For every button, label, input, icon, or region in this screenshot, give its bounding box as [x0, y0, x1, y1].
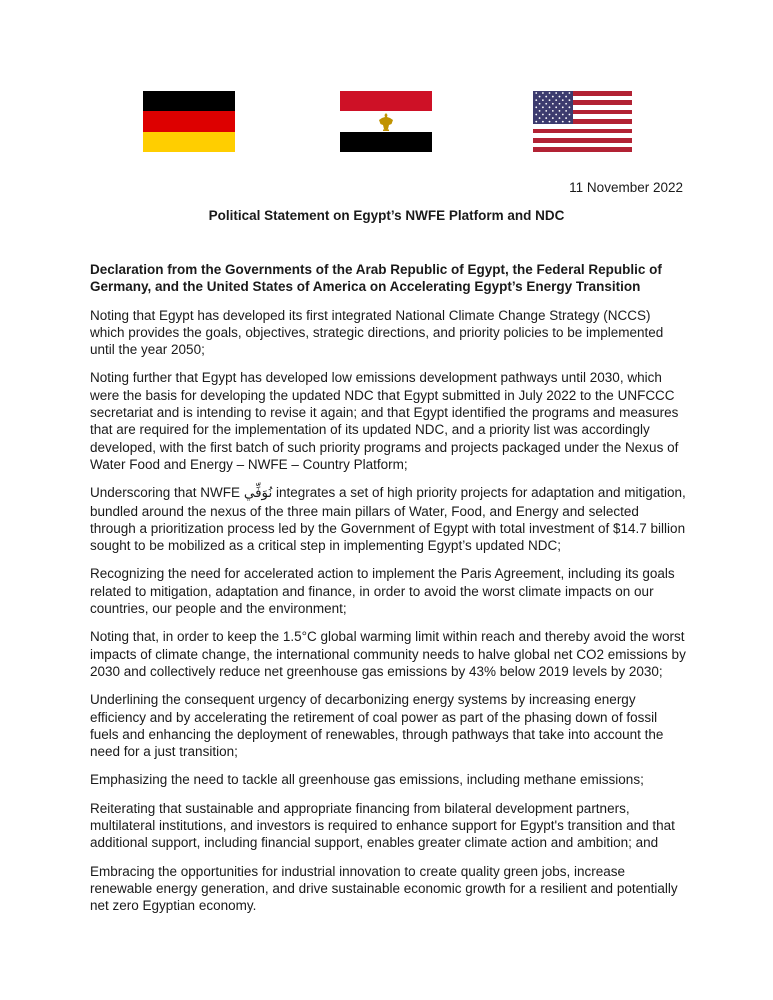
flag-stripe	[340, 91, 432, 111]
star-icon	[535, 114, 537, 116]
document-body	[90, 261, 686, 926]
star-icon	[542, 121, 544, 123]
star-icon	[559, 117, 561, 119]
star-icon	[555, 121, 557, 123]
star-icon	[555, 106, 557, 108]
flag-stripe	[143, 91, 235, 111]
star-icon	[552, 110, 554, 112]
star-icon	[569, 99, 571, 101]
underscoring-text-after: integrates a set of high priority projects for adaptation and mitigation, bundled around the nexus of the three main pillars of Water, Food, and Energy and selected through a prioritization process led by the Government of Egypt with total investment of $14.7 billion sought to be mobilized as a critical step in implementing Egypt’s updated NDC;	[90, 485, 686, 554]
star-icon	[569, 106, 571, 108]
flag-stripe	[143, 132, 235, 152]
document-title: Political Statement on Egypt’s NWFE Platform and NDC	[208, 208, 565, 223]
star-icon	[535, 121, 537, 123]
eagle-emblem-icon	[378, 112, 394, 132]
star-icon	[559, 110, 561, 112]
star-icon	[539, 117, 541, 119]
document-date: 11 November 2022	[569, 180, 683, 195]
paragraph-underscoring	[90, 484, 686, 554]
flag-stripe	[340, 132, 432, 152]
paragraph: Underlining the consequent urgency of decarbonizing energy systems by increasing energy efficiency and by accelerating the retirement of coal power as part of the phasing down of fossil fuels and enhancing the deployment of renewables, through pathways that take into account the need for a just transition;	[90, 692, 664, 760]
star-icon	[565, 96, 567, 98]
star-icon	[562, 114, 564, 116]
star-icon	[542, 114, 544, 116]
arabic-nwfe-text: نُوَفِّي	[243, 485, 273, 502]
star-icon	[549, 92, 551, 94]
star-icon	[535, 92, 537, 94]
paragraph: Noting that, in order to keep the 1.5°C global warming limit within reach and thereby avoid the worst impacts of climate change, the international community needs to halve global net CO2 emissions by 2030 and collectively reduce net greenhouse gas emissions by 43% below 2019 levels by 2030;	[90, 629, 686, 679]
paragraph: Reiterating that sustainable and appropriate financing from bilateral development partners, multilateral institutions, and investors is required to enhance support for Egypt's transition and that additional support, including financial support, enables greater climate action and ambition; and	[90, 800, 675, 851]
star-icon	[549, 121, 551, 123]
star-icon	[562, 106, 564, 108]
star-icon	[559, 96, 561, 98]
star-icon	[565, 117, 567, 119]
stars-icon	[533, 91, 573, 124]
us-flag-icon	[533, 91, 632, 152]
star-icon	[552, 96, 554, 98]
star-icon	[562, 121, 564, 123]
star-icon	[545, 96, 547, 98]
star-icon	[542, 106, 544, 108]
star-icon	[555, 114, 557, 116]
paragraph: Emphasizing the need to tackle all greenhouse gas emissions, including methane emissions;	[90, 772, 644, 788]
underscoring-text-before: Underscoring that NWFE	[90, 485, 244, 501]
star-icon	[545, 110, 547, 112]
flag-stripe	[143, 111, 235, 131]
paragraph: Recognizing the need for accelerated action to implement the Paris Agreement, including its goals related to mitigation, adaptation and finance, in order to avoid the worst climate impacts on our countries, our people and the environment;	[90, 566, 675, 617]
star-icon	[569, 92, 571, 94]
star-icon	[545, 117, 547, 119]
star-icon	[542, 99, 544, 101]
star-icon	[555, 92, 557, 94]
star-icon	[559, 103, 561, 105]
star-icon	[552, 103, 554, 105]
star-icon	[562, 92, 564, 94]
star-icon	[562, 99, 564, 101]
star-icon	[549, 99, 551, 101]
star-icon	[535, 99, 537, 101]
paragraph: Noting that Egypt has developed its first integrated National Climate Change Strategy (NCCS) which provides the goals, objectives, strategic directions, and priority policies to be implemented until the year 2050;	[90, 307, 664, 358]
star-icon	[542, 92, 544, 94]
star-icon	[539, 103, 541, 105]
declaration-heading: Declaration from the Governments of the Arab Republic of Egypt, the Federal Republic of Germany, and the United States of America on Accelerating Egypt’s Energy Transition	[90, 262, 662, 295]
egypt-flag-icon	[340, 91, 432, 152]
star-icon	[565, 103, 567, 105]
star-icon	[555, 99, 557, 101]
star-icon	[569, 114, 571, 116]
flag-stripe	[533, 147, 632, 152]
paragraph: Noting further that Egypt has developed low emissions development pathways until 2030, which were the basis for developing the updated NDC that Egypt submitted in July 2022 to the UNFCCC secretariat and is intending to revise it again; and that Egypt identified the programs and measures that are required for the implementation of its updated NDC, and a priority list was accordingly developed, with the first batch of such priority programs and projects packaged under the Nexus of Water Food and Energy – NWFE – Country Platform;	[90, 370, 679, 472]
star-icon	[569, 121, 571, 123]
flag-canton	[533, 91, 573, 124]
paragraph: Embracing the opportunities for industrial innovation to create quality green jobs, increase renewable energy generation, and drive sustainable economic growth for a resilient and potentially net zero Egyptian economy.	[90, 863, 678, 914]
star-icon	[539, 96, 541, 98]
star-icon	[539, 110, 541, 112]
star-icon	[545, 103, 547, 105]
star-icon	[565, 110, 567, 112]
star-icon	[549, 114, 551, 116]
germany-flag-icon	[143, 91, 235, 152]
star-icon	[535, 106, 537, 108]
star-icon	[552, 117, 554, 119]
star-icon	[549, 106, 551, 108]
